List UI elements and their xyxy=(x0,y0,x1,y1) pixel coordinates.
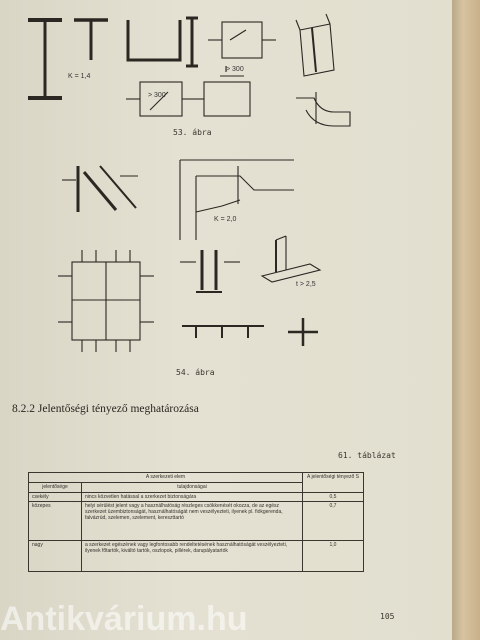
plate-weld-drawing xyxy=(208,22,276,72)
curved-frame-drawing xyxy=(296,92,350,126)
header-features: tulajdonságai xyxy=(82,483,303,493)
cell-factor: 0,7 xyxy=(303,502,364,541)
table-row xyxy=(29,502,364,541)
k-factor-label: K = 2,0 xyxy=(214,216,237,223)
i-beam-profile-drawing xyxy=(28,20,62,98)
cell-importance: csekély xyxy=(29,493,82,502)
cell-features: nincs közvetlen hatással a szerkezet biztonságára xyxy=(82,493,303,502)
cell-importance: közepes xyxy=(29,502,82,541)
channel-joint-drawing xyxy=(128,18,198,66)
figure-caption: 53. ábra xyxy=(173,128,212,137)
ribbed-plate-drawing xyxy=(182,326,264,338)
table-row xyxy=(29,493,364,502)
cell-features: helyi sérülést jelent vagy a használhatóság részleges csökkenését okozza, de az egész szerkezet üzembiztonságát, használhatóságát nem veszélyezteti, ilyenek pl. fiókgerenda, falvázrúd, szelemen, szelement, kereszttartó xyxy=(82,502,303,541)
isometric-t-joint-drawing xyxy=(262,236,320,282)
header-group: A szerkezeti elem xyxy=(29,473,303,483)
frame-corner-drawing xyxy=(180,160,294,240)
isometric-beam-drawing xyxy=(296,14,334,76)
k-factor-label: K = 1,4 xyxy=(68,73,91,80)
figure-caption: 54. ábra xyxy=(176,368,215,377)
importance-factor-table xyxy=(28,472,364,572)
cross-section-drawing xyxy=(288,318,318,346)
cell-importance: nagy xyxy=(29,541,82,572)
column-base-drawing xyxy=(180,250,240,292)
header-importance: jelentősége xyxy=(29,483,82,493)
gusset-plate-drawing xyxy=(126,76,250,116)
t-profile-drawing xyxy=(74,20,108,60)
dimension-label: > 300 xyxy=(148,92,166,99)
dimension-label: > 300 xyxy=(226,66,244,73)
table-row xyxy=(29,541,364,572)
table-label: 61. táblázat xyxy=(338,451,396,460)
cell-features: a szerkezet egészének vagy legfontosabb rendeltetésének használhatóságát veszélyezteti, ilyenek főtartók, kiváltó tartók, oszlopok, pillérek, darupályatartók xyxy=(82,541,303,572)
section-title: 8.2.2 Jelentőségi tényező meghatározása xyxy=(12,403,199,415)
page-number: 105 xyxy=(380,612,395,621)
plate-grid-drawing xyxy=(58,250,154,352)
diagonal-bracing-drawing xyxy=(62,166,138,212)
cell-factor: 0,5 xyxy=(303,493,364,502)
watermark: Antikvárium.hu xyxy=(0,600,248,638)
thickness-label: t > 2,5 xyxy=(296,281,316,288)
table-header-row xyxy=(29,473,364,483)
cell-factor: 1,0 xyxy=(303,541,364,572)
page-edge xyxy=(452,0,480,640)
header-factor: A jelentőségi tényező S xyxy=(303,473,364,493)
